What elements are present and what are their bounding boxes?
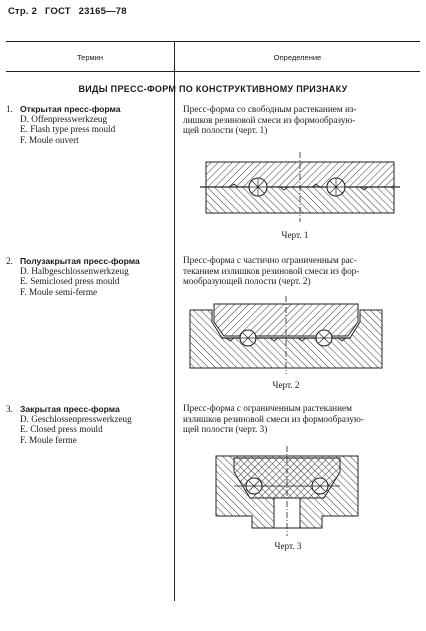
- term-german: D. Geschlossenpresswerkzeug: [20, 414, 132, 425]
- figure-caption-1: Черт. 1: [281, 230, 309, 240]
- standard-number: 23165—78: [78, 6, 127, 17]
- definition-line: щей полости (черт. 3): [183, 424, 268, 435]
- standard-label: ГОСТ: [44, 6, 71, 17]
- term-number: 3.: [6, 404, 13, 414]
- drawing-3-closed-mould: [212, 446, 362, 536]
- table-header-rule: [6, 71, 420, 72]
- definition-line: излишков резиновой смеси из формообразую-: [183, 413, 364, 424]
- table-top-rule: [6, 41, 420, 42]
- section-title: ВИДЫ ПРЕСС-ФОРМ ПО КОНСТРУКТИВНОМУ ПРИЗНАКУ: [78, 84, 348, 94]
- figure-caption-2: Черт. 2: [272, 380, 300, 390]
- drawing-2-semiclosed-mould: [186, 296, 386, 374]
- term-english: E. Semiclosed press mould: [20, 276, 120, 287]
- term-entry-2: [6, 256, 171, 297]
- definition-line: мообразующей полости (черт. 2): [183, 276, 311, 287]
- definition-line: теканием излишков резиновой смеси из фор-: [183, 265, 360, 276]
- term-russian: Открытая пресс-форма: [20, 104, 121, 114]
- drawing-1-open-mould: [200, 152, 400, 222]
- term-entry-3: [6, 404, 171, 445]
- term-french: F. Moule semi-ferme: [20, 286, 98, 297]
- term-russian: Полузакрытая пресс-форма: [20, 256, 140, 266]
- term-entry-1: [6, 104, 171, 145]
- term-number: 1.: [6, 104, 13, 114]
- page-number: Стр. 2: [8, 6, 38, 17]
- term-french: F. Moule ferme: [20, 434, 77, 445]
- page-header: [8, 6, 132, 17]
- term-english: E. Closed press mould: [20, 424, 103, 435]
- term-german: D. Halbgeschlossenwerkzeug: [20, 266, 129, 277]
- definition-line: лишков резиновой смеси из формообразую-: [183, 114, 356, 125]
- term-french: F. Moule ouvert: [20, 134, 79, 145]
- term-russian: Закрытая пресс-форма: [20, 404, 120, 414]
- definition-2: [183, 255, 413, 287]
- figure-caption-3: Черт. 3: [274, 541, 302, 551]
- definition-1: [183, 104, 413, 136]
- term-number: 2.: [6, 256, 13, 266]
- definition-line: Пресс-форма с частично ограниченным рас-: [183, 255, 357, 265]
- definition-3: [183, 403, 413, 435]
- definition-line: Пресс-форма со свободным растеканием из-: [183, 104, 357, 114]
- column-header-definition: Определение: [273, 53, 322, 62]
- term-german: D. Offenpresswerkzeug: [20, 114, 108, 125]
- column-header-term: Термин: [77, 53, 103, 62]
- column-divider: [174, 41, 175, 601]
- term-english: E. Flash type press mould: [20, 124, 116, 135]
- definition-line: щей полости (черт. 1): [183, 125, 268, 136]
- definition-line: Пресс-форма с ограниченным растеканием: [183, 403, 352, 413]
